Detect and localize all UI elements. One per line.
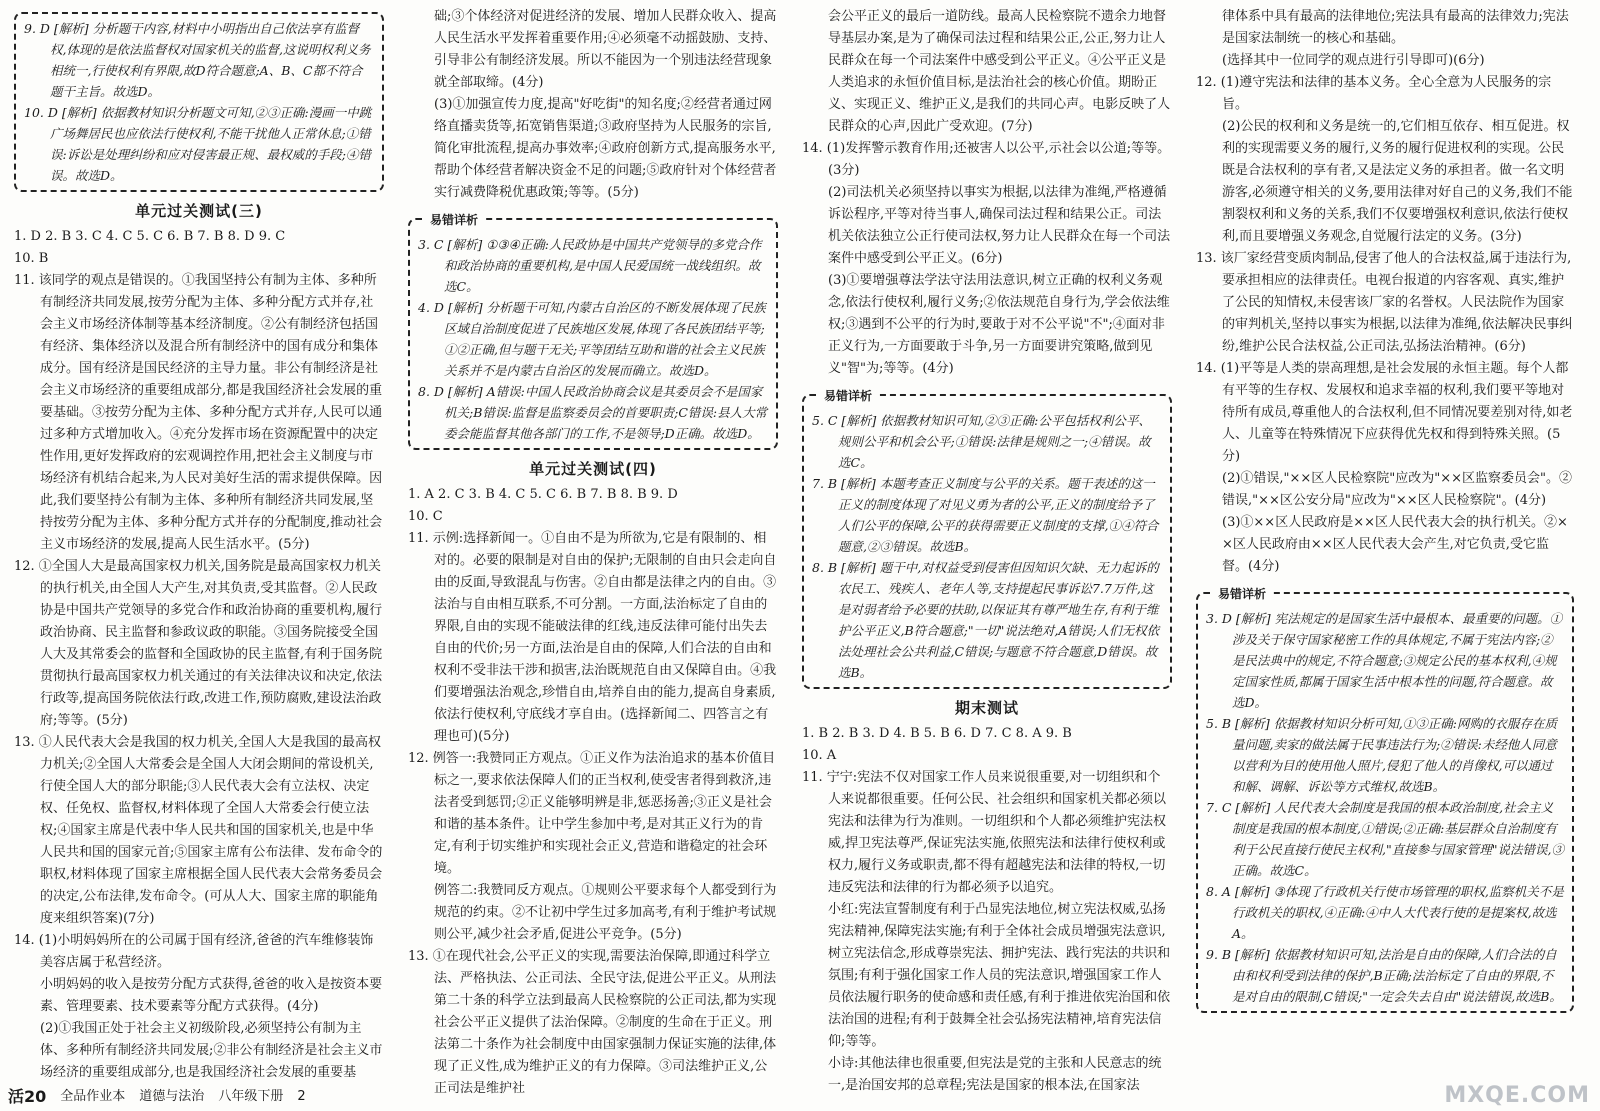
error-analysis-box-1 <box>14 12 384 192</box>
box-item: 9. B [解析] 依据教材知识可知,法治是自由的保障,人们合法的自由和权利受到法律的保护,B正确;法治标定了自由的界限,不是对自由的限制,C错误;"一定会失去自由"说法错误,故选B。 <box>1206 947 1562 1004</box>
answer-line: 10. C <box>408 509 443 524</box>
box-item: 7. B [解析] 本题考查正义制度与公平的关系。题干表述的这一正义的制度体现了对见义勇为者的公平,正义的制度给予了人们公平的保障,公平的获得需要正义制度的支撑,①④符合题意,②③错误。故选B。 <box>812 476 1159 554</box>
page-footer <box>8 1085 306 1109</box>
section-heading-unit-4: 单元过关测试(四) <box>529 460 657 478</box>
error-analysis-box-4 <box>1196 587 1574 1013</box>
answer-item: 11. 该同学的观点是错误的。①我国坚持公有制为主体、多种所有制经济共同发展,按劳分配为主体、多种分配方式并存,社会主义市场经济体制等基本经济制度。②公有制经济包括国有经济、集体经济以及混合所有制经济中的国有成分和集体成分。国有经济是国民经济的主导力量。非公有制经济是社会主义市场经济的重要组成部分,都是我国经济社会发展的重要基础。③按劳分配为主体、多种分配方式并存,人民可以通过多种方式增加收入。④充分发挥市场在资源配置中的决定性作用,更好发挥政府的宏观调控作用,把社会主义制度与市场经济有机结合起来,为人民对美好生活的需求提供保障。因此,我们要坚持公有制为主体、多种所有制经济共同发展,坚持按劳分配为主体、多种分配方式并存的分配制度,推动社会主义市场经济的发展,提高人民生活水平。(5分) <box>14 273 383 552</box>
box-item: 8. D [解析] A错误:中国人民政治协商会议是其委员会不是国家机关;B错误:监督是监察委员会的首要职责;C错误:县人大常委会能监督其他各部门的工作,不是领导;D正确。故选D。 <box>418 384 768 441</box>
box-item: 5. B [解析] 依据教材知识分析可知,①③正确:网购的衣服存在质量问题,卖家的做法属于民事违法行为;②错误:未经他人同意以营利为目的使用他人照片,侵犯了他人的肖像权,可以通过和解、调解、诉讼等方式维权,故选B。 <box>1206 716 1557 794</box>
answer-line: 1. A 2. C 3. B 4. C 5. C 6. B 7. B 8. B 9. D <box>408 487 678 502</box>
answer-line: 10. B <box>14 251 49 266</box>
answer-item: (2)公民的权利和义务是统一的,它们相互依存、相互促进。权利的实现需要义务的履行,义务的履行促进权利的实现。公民既是合法权利的享有者,又是法定义务的承担者。做一名文明游客,必须遵守相关的义务,要用法律对好自己的义务,我们不能割裂权利和义务的关系,我们不仅要增强权利意识,依法行使权利,而且要增强义务观念,自觉履行法定的义务。(3分) <box>1222 119 1573 244</box>
box-item: 3. D [解析] 宪法规定的是国家生活中最根本、最重要的问题。①涉及关于保守国家秘密工作的具体规定,不属于宪法内容;②是民法典中的规定,不符合题意;③规定公民的基本权利,④规定国家性质,都属于国家生活中根本性的问题,符合题意。故选D。 <box>1206 611 1563 710</box>
column-3 <box>802 6 1172 1097</box>
answer-item: 础;③个体经济对促进经济的发展、增加人民群众收入、提高人民生活水平发挥着重要作用;④必须毫不动摇鼓励、支持、引导非公有制经济发展。所以不能因为一个别违法经营现象就全部取缔。(4分) <box>434 9 777 90</box>
answer-line: 1. D 2. B 3. C 4. C 5. C 6. B 7. B 8. D 9. C <box>14 229 286 244</box>
watermark: MXQE.COM <box>1444 1083 1590 1108</box>
answer-item: (3)①要增强尊法学法守法用法意识,树立正确的权利义务观念,依法行使权利,履行义务;②依法规范自身行为,学会依法维权;③遇到不公平的行为时,要敢于对不公平说"不";④面对非正义行为,一方面要敢于斗争,另一方面要讲究策略,做到见义"智"为;等等。(4分) <box>828 273 1170 376</box>
volume-number: 2 <box>297 1089 306 1104</box>
box-title: 易错详析 <box>424 209 484 231</box>
box-title: 易错详析 <box>1212 583 1272 605</box>
answer-item: 11. 宁宁:宪法不仅对国家工作人员来说很重要,对一切组织和个人来说都很重要。任何公民、社会组织和国家机关都必须以宪法和法律为行为准则。一切组织和个人都必须维护宪法权威,捍卫宪法尊严,保证宪法实施,依照宪法和法律行使权利或权力,履行义务或职责,都不得有超越宪法和法律的特权,一切违反宪法和法律的行为都必须予以追究。 <box>802 770 1167 895</box>
box-item: 7. C [解析] 人民代表大会制度是我国的根本政治制度,社会主义制度是我国的根本制度,①错误;②正确:基层群众自治制度有利于公民直接行使民主权利,"直接参与国家管理"说法错误,③正确。故选C。 <box>1206 800 1564 878</box>
answer-line: 10. A <box>802 748 837 763</box>
error-analysis-box-3 <box>802 389 1172 689</box>
answer-line: 1. B 2. B 3. D 4. B 5. B 6. D 7. C 8. A 9. B <box>802 726 1072 741</box>
subject-name: 道德与法治 <box>139 1089 205 1104</box>
answer-item: 14. (1)发挥警示教育作用;还被害人以公平,示社会以公道;等等。(3分) <box>802 141 1171 178</box>
answer-item: 14. (1)平等是人类的崇高理想,是社会发展的永恒主题。每个人都有平等的生存权、发展权和追求幸福的权利,我们要平等地对待所有成员,尊重他人的合法权利,但不同情况要差别对待,如老人、儿童等在特殊情况下应获得优先权和得到特殊关照。(5分) <box>1196 361 1573 464</box>
grade-label: 八年级下册 <box>218 1089 284 1104</box>
answer-item: 律体系中具有最高的法律地位;宪法具有最高的法律效力;宪法是国家法制统一的核心和基础。 <box>1222 9 1569 46</box>
answer-item: 12. (1)遵守宪法和法律的基本义务。全心全意为人民服务的宗旨。 <box>1196 75 1552 112</box>
box-item: 4. D [解析] 分析题干可知,内蒙古自治区的不断发展体现了民族区域自治制度促进了民族地区发展,体现了各民族团结平等;①②正确,但与题干无关;平等团结互助和谐的社会主义民族关系并不是内蒙古自治区的发展而确立。故选D。 <box>418 300 766 378</box>
answer-item: (2)司法机关必须坚持以事实为根据,以法律为准绳,严格遵循诉讼程序,平等对待当事人,确保司法过程和结果公正。司法机关依法独立公正行使司法权,努力让人民群众在每一个司法案件中感受到公平正义。(6分) <box>828 185 1171 266</box>
box-item: 8. A [解析] ③体现了行政机关行使市场管理的职权,监察机关不是行政机关的职权,④正确:④中人大代表行使的是提案权,故选A。 <box>1206 884 1564 941</box>
answer-item: 小明妈妈的收入是按劳分配方式获得,爸爸的收入是按资本要素、管理要素、技术要素等分配方式获得。(4分) <box>40 977 383 1014</box>
answer-item: (2)①错误,"××区人民检察院"应改为"××区监察委员会"。②错误,"××区公安分局"应改为"××区人民检察院"。(4分) <box>1222 471 1573 508</box>
error-analysis-box-2 <box>408 213 778 450</box>
column-1 <box>14 6 384 1084</box>
answer-item: 12. 例答一:我赞同正方观点。①正义作为法治追求的基本价值目标之一,要求依法保障人们的正当权利,使受害者得到救济,违法者受到惩罚;②正义能够明辨是非,惩恶扬善;③正义是社会和谐的基本条件。让中学生参加中考,是对其正义行为的肯定,有利于切实维护和实现社会正义,营造和谐稳定的社会环境。 <box>408 751 776 876</box>
book-title: 全品作业本 <box>60 1089 126 1104</box>
answer-item: (2)①我国正处于社会主义初级阶段,必须坚持公有制为主体、多种所有制经济共同发展;②非公有制经济是社会主义市场经济的重要组成部分,也是我国经济社会发展的重要基 <box>40 1021 383 1080</box>
box-item: 8. B [解析] 题干中,对权益受到侵害但因知识欠缺、无力起诉的农民工、残疾人、老年人等,支持提起民事诉讼7.7万件,这是对弱者给予必要的扶助,以保证其有尊严地生存,有利于维护公平正义,B符合题意;"一切"说法绝对,A错误;人们无权依法处理社会公共利益,C错误;与题意不符合题意,D错误。故选B。 <box>812 560 1160 680</box>
answer-item: 会公平正义的最后一道防线。最高人民检察院不遗余力地督导基层办案,是为了确保司法过程和结果公正,公正,努力让人民群众在每一个司法案件中感受到公平正义。④公平正义是人类追求的永恒价值目标,是法治社会的核心价值。期盼正义、实现正义、维护正义,是我们的共同心声。电影反映了人民群众的心声,因此广受欢迎。(7分) <box>828 9 1171 134</box>
section-heading-unit-3: 单元过关测试(三) <box>135 202 263 220</box>
box-item: 10. D [解析] 依据教材知识分析题文可知,②③正确:漫画一中跳广场舞居民也应依法行使权利,不能干扰他人正常休息;①错误:诉讼是处理纠纷和应对侵害最正规、最权威的手段;④错误。故选D。 <box>24 105 372 183</box>
answer-item: (3)①加强宣传力度,提高"好吃街"的知名度;②经营者通过网络直播卖货等,拓宽销售渠道;③政府坚持为人民服务的宗旨,简化审批流程,提高办事效率;④政府创新方式,提高服务水平,帮助个体经营者解决资金不足的问题;⑤政府针对个体经营者实行减费降税优惠政策;等等。(5分) <box>434 97 777 200</box>
answer-item: 小红:宪法宣誓制度有利于凸显宪法地位,树立宪法权威,弘扬宪法精神,保障宪法实施;有利于全体社会成员增强宪法意识,树立宪法信念,形成尊崇宪法、拥护宪法、践行宪法的共识和氛围;有利于强化国家工作人员的宪法意识,增强国家工作人员依法履行职务的使命感和责任感,有利于推进依宪治国和依法治国的进程;有利于鼓舞全社会弘扬宪法精神,培育宪法信仰;等等。 <box>828 902 1171 1049</box>
answer-item: 12. ①全国人大是最高国家权力机关,国务院是最高国家权力机关的执行机关,由全国人大产生,对其负责,受其监督。②人民政协是中国共产党领导的多党合作和政治协商的重要机构,履行政治协商、民主监督和参政议政的职能。③国务院接受全国人大及其常委会的监督和全国政协的民主监督,有利于国务院贯彻执行最高国家权力机关通过的有关法律决议和决定,依法行政等,提高国务院依法行政,改进工作,预防腐败,建设法治政府;等等。(5分) <box>14 559 383 728</box>
answer-item: 11. 示例:选择新闻一。①自由不是为所欲为,它是有限制的、相对的。必要的限制是对自由的保护;无限制的自由只会走向自由的反面,导致混乱与伤害。②自由都是法律之内的自由。③法治与自由相互联系,不可分割。一方面,法治标定了自由的界限,自由的实现不能破法律的红线,违反法律可能付出失去自由的代价;另一方面,法治是自由的保障,人们合法的自由和权利不受非法干涉和损害,法治既规范自由又保障自由。④我们要增强法治观念,珍惜自由,培养自由的能力,提高自身素质,依法行使权利,守底线才享自由。(选择新闻二、四答言之有理也可)(5分) <box>408 531 777 744</box>
box-item: 5. C [解析] 依据教材知识可知,②③正确:公平包括权利公平、规则公平和机会公平;①错误:法律是规则之一;④错误。故选C。 <box>812 413 1151 470</box>
box-title: 易错详析 <box>818 385 878 407</box>
answer-item: 13. 该厂家经营变质肉制品,侵害了他人的合法权益,属于违法行为,要承担相应的法律责任。电视台报道的内容客观、真实,维护了公民的知情权,未侵害该厂家的名誉权。人民法院作为国家的审判机关,坚持以事实为根据,以法律为准绳,依法解决民事纠纷,维护公民合法权益,公正司法,弘扬法治精神。(6分) <box>1196 251 1573 354</box>
answer-item: 13. ①人民代表大会是我国的权力机关,全国人大是我国的最高权力机关;②全国人大常委会是全国人大闭会期间的常设机关,行使全国人大的部分职能;③人民代表大会有立法权、决定权、任免权、监督权,材料体现了全国人大常委会行使立法权;④国家主席是代表中华人民共和国的国家机关,也是中华人民共和国的国家元首;⑤国家主席有公布法律、发布命令的职权,材料体现了国家主席根据全国人民代表大会常务委员会的决定,公布法律,发布命令。(可从人大、国家主席的职能角度来组织答案)(7分) <box>14 735 383 926</box>
answer-item: 14. (1)小明妈妈所在的公司属于国有经济,爸爸的汽车维修装饰美容店属于私营经济。 <box>14 933 374 970</box>
section-heading-final-test: 期末测试 <box>954 699 1019 717</box>
answer-item: (3)①××区人民政府是××区人民代表大会的执行机关。②××区人民政府由××区人民代表大会产生,对它负责,受它监督。(4分) <box>1222 515 1568 574</box>
answer-item: (选择其中一位同学的观点进行引导即可)(6分) <box>1222 53 1485 68</box>
answer-item: 例答二:我赞同反方观点。①规则公平要求每个人都受到行为规范的约束。②不让初中学生过多加高考,有利于维护考试规则公平,减少社会矛盾,促进公平竞争。(5分) <box>434 883 777 942</box>
column-4 <box>1196 6 1574 1019</box>
box-item: 9. D [解析] 分析题干内容,材料中小明指出自己依法享有监督权,体现的是依法监督权对国家机关的监督,这说明权利义务相统一,行使权利有界限,故D符合题意;A、B、C都不符合题干主旨。故选D。 <box>24 21 371 99</box>
answer-item: 小诗:其他法律也很重要,但宪法是党的主张和人民意志的统一,是治国安邦的总章程;宪法是国家的根本法,在国家法 <box>828 1056 1162 1093</box>
box-item: 3. C [解析] ①③④正确:人民政协是中国共产党领导的多党合作和政治协商的重要机构,是中国人民爱国统一战线组织。故选C。 <box>418 237 762 294</box>
page-number: 活20 <box>8 1087 47 1106</box>
answer-item: 13. ①在现代社会,公平正义的实现,需要法治保障,即通过科学立法、严格执法、公正司法、全民守法,促进公平正义。从刑法第二十条的科学立法到最高人民检察院的公正司法,都为实现社会公平正义提供了法治保障。②制度的生命在于正义。刑法第二十条作为社会制度中由国家强制力保证实施的法律,体现了正义性,成为维护正义的有力保障。③司法维护正义,公正司法是维护社 <box>408 949 777 1096</box>
column-2 <box>408 6 778 1100</box>
